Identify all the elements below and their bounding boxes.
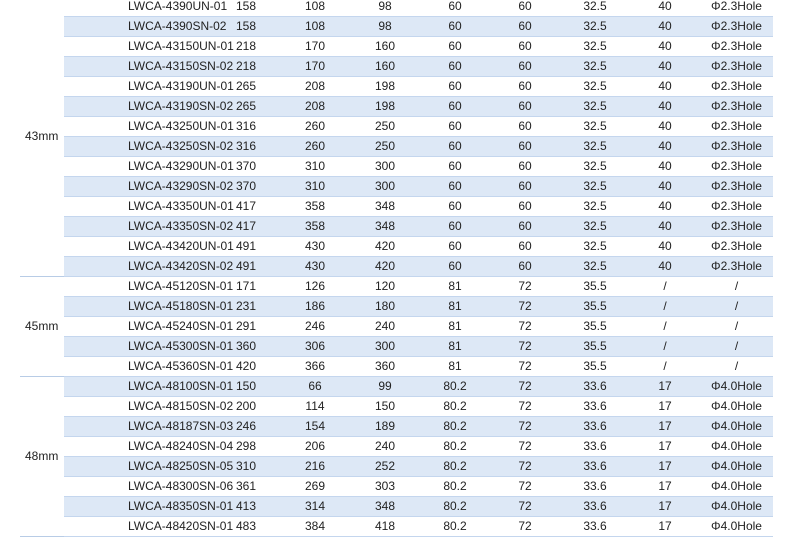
model-cell: LWCA-4390SN-02 xyxy=(64,17,212,37)
dimension-g-cell: / xyxy=(630,337,700,357)
dimension-c-cell: 120 xyxy=(350,277,420,297)
group-label: 45mm xyxy=(20,277,64,377)
dimension-a-cell: 491 xyxy=(212,257,280,277)
table-row xyxy=(20,317,773,337)
model-cell: LWCA-43190UN-01 xyxy=(64,77,212,97)
dimension-b-cell: 66 xyxy=(280,377,350,397)
dimension-b-cell: 306 xyxy=(280,337,350,357)
dimension-b-cell: 358 xyxy=(280,217,350,237)
mounting-cell: Φ2.3Hole xyxy=(700,137,773,157)
dimension-f-cell: 33.6 xyxy=(560,517,630,537)
dimension-c-cell: 420 xyxy=(350,237,420,257)
table-row xyxy=(20,337,773,357)
dimension-d-cell: 80.2 xyxy=(420,457,490,477)
table-row xyxy=(20,197,773,217)
dimension-a-cell: 200 xyxy=(212,397,280,417)
dimension-a-cell: 361 xyxy=(212,477,280,497)
dimension-b-cell: 384 xyxy=(280,517,350,537)
dimension-g-cell: / xyxy=(630,277,700,297)
dimension-d-cell: 81 xyxy=(420,317,490,337)
dimension-b-cell: 208 xyxy=(280,77,350,97)
mounting-cell: Φ2.3Hole xyxy=(700,37,773,57)
dimension-d-cell: 80.2 xyxy=(420,517,490,537)
mounting-cell: / xyxy=(700,357,773,377)
dimension-f-cell: 33.6 xyxy=(560,497,630,517)
table-row xyxy=(20,57,773,77)
dimension-d-cell: 60 xyxy=(420,157,490,177)
dimension-d-cell: 60 xyxy=(420,217,490,237)
dimension-c-cell: 250 xyxy=(350,117,420,137)
dimension-c-cell: 418 xyxy=(350,517,420,537)
table-row xyxy=(20,0,773,17)
dimension-f-cell: 35.5 xyxy=(560,357,630,377)
dimension-g-cell: 40 xyxy=(630,257,700,277)
mounting-cell: / xyxy=(700,337,773,357)
dimension-c-cell: 300 xyxy=(350,177,420,197)
model-cell: LWCA-48300SN-06 xyxy=(64,477,212,497)
model-cell: LWCA-48150SN-02 xyxy=(64,397,212,417)
table-row xyxy=(20,17,773,37)
table-body xyxy=(20,0,773,537)
dimension-e-cell: 60 xyxy=(490,157,560,177)
dimension-c-cell: 150 xyxy=(350,397,420,417)
dimension-e-cell: 60 xyxy=(490,117,560,137)
model-cell: LWCA-45360SN-01 xyxy=(64,357,212,377)
dimension-a-cell: 171 xyxy=(212,277,280,297)
mounting-cell: Φ4.0Hole xyxy=(700,437,773,457)
dimension-a-cell: 360 xyxy=(212,337,280,357)
mounting-cell: Φ2.3Hole xyxy=(700,57,773,77)
dimension-c-cell: 348 xyxy=(350,197,420,217)
table-row xyxy=(20,357,773,377)
model-cell: LWCA-43420UN-01 xyxy=(64,237,212,257)
dimension-c-cell: 240 xyxy=(350,437,420,457)
dimension-c-cell: 300 xyxy=(350,337,420,357)
dimension-b-cell: 260 xyxy=(280,137,350,157)
dimension-g-cell: 40 xyxy=(630,237,700,257)
dimension-c-cell: 98 xyxy=(350,17,420,37)
model-cell: LWCA-43150UN-01 xyxy=(64,37,212,57)
model-cell: LWCA-48420SN-01 xyxy=(64,517,212,537)
dimension-b-cell: 126 xyxy=(280,277,350,297)
dimension-e-cell: 60 xyxy=(490,237,560,257)
dimension-e-cell: 60 xyxy=(490,37,560,57)
dimension-e-cell: 60 xyxy=(490,257,560,277)
table-row xyxy=(20,97,773,117)
dimension-a-cell: 218 xyxy=(212,57,280,77)
dimension-a-cell: 417 xyxy=(212,217,280,237)
mounting-cell: Φ2.3Hole xyxy=(700,77,773,97)
dimension-f-cell: 32.5 xyxy=(560,0,630,17)
dimension-f-cell: 32.5 xyxy=(560,177,630,197)
dimension-a-cell: 158 xyxy=(212,0,280,17)
dimension-c-cell: 180 xyxy=(350,297,420,317)
dimension-f-cell: 32.5 xyxy=(560,117,630,137)
model-cell: LWCA-43150SN-02 xyxy=(64,57,212,77)
table-row xyxy=(20,177,773,197)
mounting-cell: Φ2.3Hole xyxy=(700,97,773,117)
table-row xyxy=(20,237,773,257)
dimension-d-cell: 80.2 xyxy=(420,397,490,417)
dimension-a-cell: 265 xyxy=(212,97,280,117)
dimension-e-cell: 72 xyxy=(490,457,560,477)
dimension-d-cell: 60 xyxy=(420,57,490,77)
model-cell: LWCA-48350SN-01 xyxy=(64,497,212,517)
dimension-b-cell: 246 xyxy=(280,317,350,337)
dimension-b-cell: 186 xyxy=(280,297,350,317)
dimension-e-cell: 72 xyxy=(490,437,560,457)
model-cell: LWCA-43190SN-02 xyxy=(64,97,212,117)
dimension-b-cell: 260 xyxy=(280,117,350,137)
dimension-g-cell: 17 xyxy=(630,517,700,537)
dimension-a-cell: 417 xyxy=(212,197,280,217)
dimension-e-cell: 72 xyxy=(490,497,560,517)
model-cell: LWCA-45300SN-01 xyxy=(64,337,212,357)
dimension-d-cell: 60 xyxy=(420,257,490,277)
dimension-g-cell: 17 xyxy=(630,497,700,517)
dimension-f-cell: 32.5 xyxy=(560,257,630,277)
dimension-g-cell: 17 xyxy=(630,397,700,417)
dimension-g-cell: 40 xyxy=(630,157,700,177)
table-row xyxy=(20,77,773,97)
dimension-f-cell: 33.6 xyxy=(560,397,630,417)
dimension-f-cell: 35.5 xyxy=(560,337,630,357)
dimension-f-cell: 32.5 xyxy=(560,97,630,117)
dimension-g-cell: 40 xyxy=(630,17,700,37)
dimension-b-cell: 114 xyxy=(280,397,350,417)
dimension-a-cell: 316 xyxy=(212,117,280,137)
mounting-cell: Φ4.0Hole xyxy=(700,457,773,477)
dimension-d-cell: 80.2 xyxy=(420,417,490,437)
mounting-cell: Φ2.3Hole xyxy=(700,217,773,237)
mounting-cell: Φ4.0Hole xyxy=(700,417,773,437)
dimension-g-cell: 40 xyxy=(630,137,700,157)
mounting-cell: Φ4.0Hole xyxy=(700,517,773,537)
table-row xyxy=(20,417,773,437)
dimension-e-cell: 72 xyxy=(490,417,560,437)
dimension-g-cell: / xyxy=(630,297,700,317)
model-cell: LWCA-4390UN-01 xyxy=(64,0,212,17)
table-row xyxy=(20,37,773,57)
dimension-e-cell: 60 xyxy=(490,217,560,237)
dimension-e-cell: 60 xyxy=(490,177,560,197)
dimension-b-cell: 269 xyxy=(280,477,350,497)
mounting-cell: Φ4.0Hole xyxy=(700,397,773,417)
dimension-f-cell: 33.6 xyxy=(560,437,630,457)
dimension-c-cell: 348 xyxy=(350,497,420,517)
table-row xyxy=(20,377,773,397)
dimension-g-cell: / xyxy=(630,357,700,377)
dimension-d-cell: 80.2 xyxy=(420,497,490,517)
dimension-a-cell: 231 xyxy=(212,297,280,317)
table-row xyxy=(20,257,773,277)
dimension-f-cell: 33.6 xyxy=(560,417,630,437)
mounting-cell: Φ2.3Hole xyxy=(700,17,773,37)
group-label: 48mm xyxy=(20,377,64,537)
table-row xyxy=(20,517,773,537)
mounting-cell: / xyxy=(700,317,773,337)
table-row xyxy=(20,397,773,417)
dimension-b-cell: 170 xyxy=(280,37,350,57)
dimension-g-cell: 40 xyxy=(630,57,700,77)
dimension-g-cell: / xyxy=(630,317,700,337)
dimension-e-cell: 72 xyxy=(490,317,560,337)
dimension-d-cell: 81 xyxy=(420,297,490,317)
dimension-d-cell: 60 xyxy=(420,77,490,97)
dimension-f-cell: 32.5 xyxy=(560,157,630,177)
dimension-f-cell: 35.5 xyxy=(560,277,630,297)
dimension-c-cell: 98 xyxy=(350,0,420,17)
dimension-g-cell: 40 xyxy=(630,217,700,237)
dimension-g-cell: 40 xyxy=(630,177,700,197)
dimension-e-cell: 60 xyxy=(490,17,560,37)
dimension-d-cell: 60 xyxy=(420,37,490,57)
dimension-b-cell: 366 xyxy=(280,357,350,377)
dimension-d-cell: 60 xyxy=(420,0,490,17)
table-row xyxy=(20,137,773,157)
dimension-a-cell: 158 xyxy=(212,17,280,37)
dimension-a-cell: 310 xyxy=(212,457,280,477)
dimension-e-cell: 72 xyxy=(490,397,560,417)
dimension-c-cell: 160 xyxy=(350,57,420,77)
dimension-g-cell: 40 xyxy=(630,117,700,137)
model-cell: LWCA-43350SN-02 xyxy=(64,217,212,237)
mounting-cell: Φ4.0Hole xyxy=(700,377,773,397)
model-cell: LWCA-45120SN-01 xyxy=(64,277,212,297)
dimension-b-cell: 208 xyxy=(280,97,350,117)
dimension-c-cell: 240 xyxy=(350,317,420,337)
model-cell: LWCA-48250SN-05 xyxy=(64,457,212,477)
table-row xyxy=(20,457,773,477)
dimension-e-cell: 72 xyxy=(490,377,560,397)
table-row xyxy=(20,217,773,237)
dimension-b-cell: 358 xyxy=(280,197,350,217)
dimension-d-cell: 80.2 xyxy=(420,377,490,397)
table-row xyxy=(20,117,773,137)
dimension-f-cell: 33.6 xyxy=(560,377,630,397)
dimension-f-cell: 32.5 xyxy=(560,17,630,37)
dimension-c-cell: 198 xyxy=(350,77,420,97)
dimension-d-cell: 80.2 xyxy=(420,437,490,457)
dimension-d-cell: 81 xyxy=(420,277,490,297)
table-row xyxy=(20,437,773,457)
dimension-b-cell: 108 xyxy=(280,17,350,37)
mounting-cell: / xyxy=(700,277,773,297)
dimension-b-cell: 206 xyxy=(280,437,350,457)
dimension-e-cell: 60 xyxy=(490,197,560,217)
dimension-f-cell: 32.5 xyxy=(560,77,630,97)
dimension-e-cell: 72 xyxy=(490,277,560,297)
dimension-c-cell: 189 xyxy=(350,417,420,437)
dimension-g-cell: 40 xyxy=(630,37,700,57)
dimension-c-cell: 300 xyxy=(350,157,420,177)
dimension-a-cell: 246 xyxy=(212,417,280,437)
dimension-f-cell: 32.5 xyxy=(560,237,630,257)
dimension-b-cell: 314 xyxy=(280,497,350,517)
dimension-g-cell: 17 xyxy=(630,477,700,497)
mounting-cell: Φ2.3Hole xyxy=(700,257,773,277)
dimension-a-cell: 150 xyxy=(212,377,280,397)
dimension-c-cell: 360 xyxy=(350,357,420,377)
dimension-f-cell: 33.6 xyxy=(560,457,630,477)
dimension-g-cell: 17 xyxy=(630,457,700,477)
dimension-b-cell: 430 xyxy=(280,257,350,277)
dimension-a-cell: 316 xyxy=(212,137,280,157)
dimension-f-cell: 32.5 xyxy=(560,197,630,217)
spec-table xyxy=(20,0,773,537)
dimension-b-cell: 310 xyxy=(280,157,350,177)
dimension-e-cell: 72 xyxy=(490,357,560,377)
table-row xyxy=(20,157,773,177)
dimension-a-cell: 298 xyxy=(212,437,280,457)
dimension-b-cell: 430 xyxy=(280,237,350,257)
dimension-b-cell: 170 xyxy=(280,57,350,77)
table-row xyxy=(20,477,773,497)
dimension-b-cell: 310 xyxy=(280,177,350,197)
mounting-cell: / xyxy=(700,297,773,317)
dimension-e-cell: 72 xyxy=(490,337,560,357)
dimension-g-cell: 40 xyxy=(630,97,700,117)
dimension-g-cell: 40 xyxy=(630,0,700,17)
mounting-cell: Φ2.3Hole xyxy=(700,0,773,17)
dimension-e-cell: 72 xyxy=(490,477,560,497)
dimension-f-cell: 32.5 xyxy=(560,37,630,57)
model-cell: LWCA-45240SN-01 xyxy=(64,317,212,337)
dimension-a-cell: 420 xyxy=(212,357,280,377)
mounting-cell: Φ2.3Hole xyxy=(700,237,773,257)
dimension-c-cell: 348 xyxy=(350,217,420,237)
mounting-cell: Φ4.0Hole xyxy=(700,477,773,497)
dimension-f-cell: 32.5 xyxy=(560,137,630,157)
dimension-a-cell: 265 xyxy=(212,77,280,97)
model-cell: LWCA-45180SN-01 xyxy=(64,297,212,317)
dimension-g-cell: 17 xyxy=(630,437,700,457)
mounting-cell: Φ4.0Hole xyxy=(700,497,773,517)
dimension-f-cell: 33.6 xyxy=(560,477,630,497)
table-row xyxy=(20,297,773,317)
dimension-a-cell: 413 xyxy=(212,497,280,517)
dimension-d-cell: 60 xyxy=(420,17,490,37)
dimension-e-cell: 60 xyxy=(490,57,560,77)
dimension-f-cell: 32.5 xyxy=(560,217,630,237)
model-cell: LWCA-48187SN-03 xyxy=(64,417,212,437)
mounting-cell: Φ2.3Hole xyxy=(700,197,773,217)
model-cell: LWCA-43420SN-02 xyxy=(64,257,212,277)
model-cell: LWCA-43290SN-02 xyxy=(64,177,212,197)
dimension-d-cell: 81 xyxy=(420,337,490,357)
dimension-a-cell: 370 xyxy=(212,157,280,177)
mounting-cell: Φ2.3Hole xyxy=(700,117,773,137)
dimension-e-cell: 72 xyxy=(490,517,560,537)
model-cell: LWCA-48240SN-04 xyxy=(64,437,212,457)
dimension-c-cell: 99 xyxy=(350,377,420,397)
dimension-g-cell: 40 xyxy=(630,197,700,217)
dimension-b-cell: 154 xyxy=(280,417,350,437)
group-label: 43mm xyxy=(20,0,64,277)
dimension-c-cell: 250 xyxy=(350,137,420,157)
dimension-e-cell: 60 xyxy=(490,77,560,97)
dimension-f-cell: 35.5 xyxy=(560,317,630,337)
model-cell: LWCA-43290UN-01 xyxy=(64,157,212,177)
dimension-d-cell: 60 xyxy=(420,237,490,257)
dimension-e-cell: 60 xyxy=(490,97,560,117)
dimension-a-cell: 491 xyxy=(212,237,280,257)
dimension-d-cell: 60 xyxy=(420,197,490,217)
dimension-d-cell: 60 xyxy=(420,177,490,197)
dimension-d-cell: 60 xyxy=(420,117,490,137)
model-cell: LWCA-43350UN-01 xyxy=(64,197,212,217)
dimension-c-cell: 303 xyxy=(350,477,420,497)
dimension-a-cell: 218 xyxy=(212,37,280,57)
dimension-g-cell: 17 xyxy=(630,417,700,437)
dimension-a-cell: 370 xyxy=(212,177,280,197)
dimension-b-cell: 216 xyxy=(280,457,350,477)
model-cell: LWCA-48100SN-01 xyxy=(64,377,212,397)
dimension-c-cell: 160 xyxy=(350,37,420,57)
dimension-d-cell: 60 xyxy=(420,137,490,157)
dimension-a-cell: 483 xyxy=(212,517,280,537)
dimension-d-cell: 81 xyxy=(420,357,490,377)
dimension-e-cell: 72 xyxy=(490,297,560,317)
model-cell: LWCA-43250SN-02 xyxy=(64,137,212,157)
dimension-g-cell: 40 xyxy=(630,77,700,97)
dimension-g-cell: 17 xyxy=(630,377,700,397)
dimension-c-cell: 252 xyxy=(350,457,420,477)
model-cell: LWCA-43250UN-01 xyxy=(64,117,212,137)
dimension-b-cell: 108 xyxy=(280,0,350,17)
mounting-cell: Φ2.3Hole xyxy=(700,177,773,197)
dimension-d-cell: 60 xyxy=(420,97,490,117)
dimension-a-cell: 291 xyxy=(212,317,280,337)
dimension-e-cell: 60 xyxy=(490,137,560,157)
table-row xyxy=(20,277,773,297)
dimension-c-cell: 198 xyxy=(350,97,420,117)
table-row xyxy=(20,497,773,517)
dimension-f-cell: 32.5 xyxy=(560,57,630,77)
dimension-e-cell: 60 xyxy=(490,0,560,17)
mounting-cell: Φ2.3Hole xyxy=(700,157,773,177)
dimension-c-cell: 420 xyxy=(350,257,420,277)
dimension-f-cell: 35.5 xyxy=(560,297,630,317)
dimension-d-cell: 80.2 xyxy=(420,477,490,497)
